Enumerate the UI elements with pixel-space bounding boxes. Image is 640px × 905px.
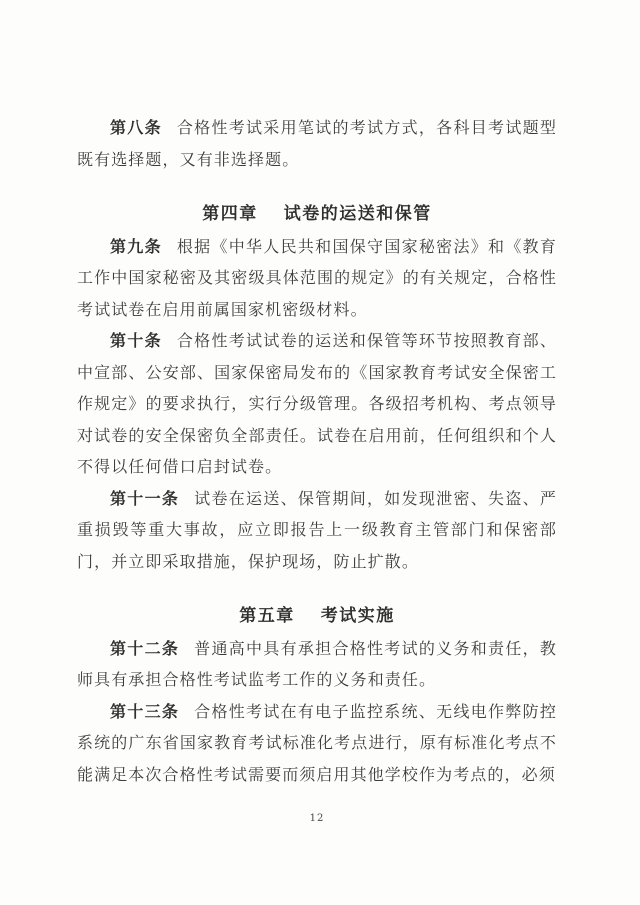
chapter-5-number: 第五章 xyxy=(239,606,295,626)
article-10-paragraph xyxy=(77,325,557,483)
article-12-number: 第十二条 xyxy=(110,638,180,658)
article-11-number: 第十一条 xyxy=(110,488,180,508)
article-13-text: 合格性考试在有电子监控系统、无线电作弊防控系统的广东省国家教育考试标准化考点进行，原有标准化考点不能满足本次合格性考试需要而须启用其他学校作为考点的，必须 xyxy=(77,701,557,784)
article-12-text: 普通高中具有承担合格性考试的义务和责任，教师具有承担合格性考试监考工作的义务和责任。 xyxy=(77,638,557,689)
article-9-paragraph xyxy=(77,231,557,326)
page-number: 12 xyxy=(309,813,325,824)
article-13-number: 第十三条 xyxy=(110,701,180,721)
article-10-text: 合格性考试试卷的运送和保管等环节按照教育部、中宣部、公安部、国家保密局发布的《国家教育考试安全保密工作规定》的要求执行，实行分级管理。各级招考机构、考点领导对试卷的安全保密负全部责任。试卷在启用前，任何组织和个人不得以任何借口启封试卷。 xyxy=(77,331,557,476)
article-8-text: 合格性考试采用笔试的考试方式，各科目考试题型既有选择题，又有非选择题。 xyxy=(77,118,557,169)
chapter-4-number: 第四章 xyxy=(202,204,258,224)
article-10-number: 第十条 xyxy=(110,331,162,350)
article-12-paragraph xyxy=(77,633,557,696)
article-8-number: 第八条 xyxy=(110,118,162,137)
article-9-number: 第九条 xyxy=(110,236,162,256)
article-13-paragraph xyxy=(77,696,557,791)
chapter-4-title: 试卷的运送和保管 xyxy=(283,204,432,224)
chapter-5-heading xyxy=(77,601,557,633)
article-11-paragraph xyxy=(77,483,557,578)
article-8-paragraph xyxy=(77,112,557,175)
article-11-text: 试卷在运送、保管期间，如发现泄密、失盗、严重损毁等重大事故，应立即报告上一级教育主管部门和保密部门，并立即采取措施，保护现场，防止扩散。 xyxy=(77,488,557,571)
article-9-text: 根据《中华人民共和国保守国家秘密法》和《教育工作中国家秘密及其密级具体范围的规定》的有关规定，合格性考试试卷在启用前属国家机密级材料。 xyxy=(77,236,557,319)
chapter-4-heading xyxy=(77,199,557,231)
chapter-5-title: 考试实施 xyxy=(320,606,395,626)
